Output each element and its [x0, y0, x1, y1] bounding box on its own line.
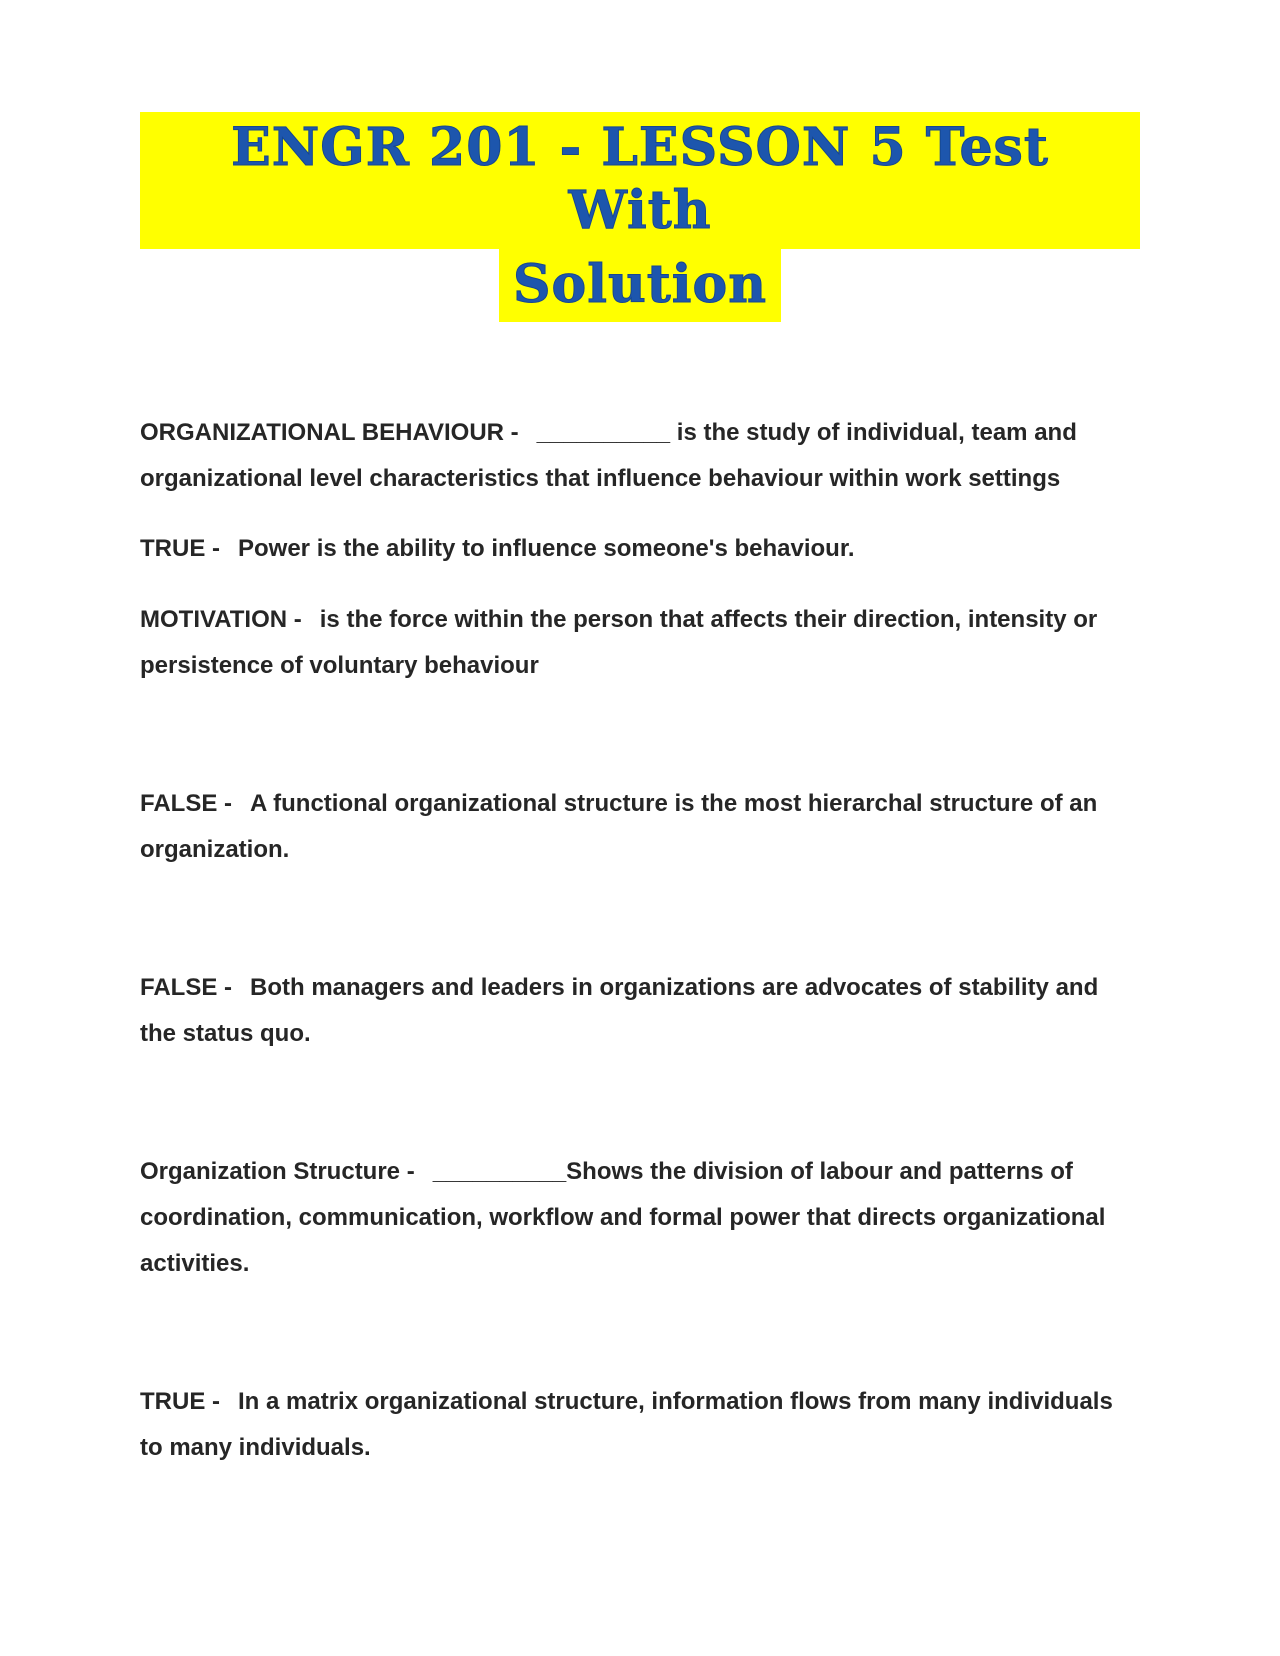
qa-item: [140, 597, 1140, 689]
qa-item: [140, 1379, 1140, 1471]
qa-item: [140, 781, 1140, 873]
qa-item: [140, 965, 1140, 1057]
qa-item: [140, 410, 1140, 502]
qa-definition: In a matrix organizational structure, information flows from many individuals to many individuals.: [140, 1388, 1113, 1462]
qa-term: FALSE -: [140, 789, 233, 817]
qa-definition: __________ is the study of individual, team and organizational level characteristics that influence behaviour within work settings: [140, 419, 1077, 493]
qa-definition: Both managers and leaders in organizations are advocates of stability and the status quo.: [140, 973, 1099, 1047]
qa-item: [140, 1149, 1140, 1287]
qa-term: ORGANIZATIONAL BEHAVIOUR -: [140, 419, 519, 447]
qa-term: MOTIVATION -: [140, 605, 302, 633]
qa-definition: Power is the ability to influence someone's behaviour.: [238, 535, 855, 563]
qa-term: Organization Structure -: [140, 1158, 415, 1186]
qa-definition: __________Shows the division of labour and patterns of coordination, communication, workflow and formal power that directs organizational activities.: [140, 1158, 1106, 1278]
qa-definition: is the force within the person that affects their direction, intensity or persistence of voluntary behaviour: [140, 605, 1098, 679]
page-title-line-1: ENGR 201 - LESSON 5 Test With: [140, 112, 1140, 249]
page-title-line-2: Solution: [499, 249, 781, 322]
document-body: [140, 410, 1140, 1471]
qa-item: [140, 526, 1140, 572]
page-title: [140, 112, 1140, 322]
qa-term: TRUE -: [140, 1388, 220, 1416]
qa-term: FALSE -: [140, 973, 233, 1001]
qa-term: TRUE -: [140, 535, 220, 563]
qa-definition: A functional organizational structure is the most hierarchal structure of an organization.: [140, 789, 1098, 863]
